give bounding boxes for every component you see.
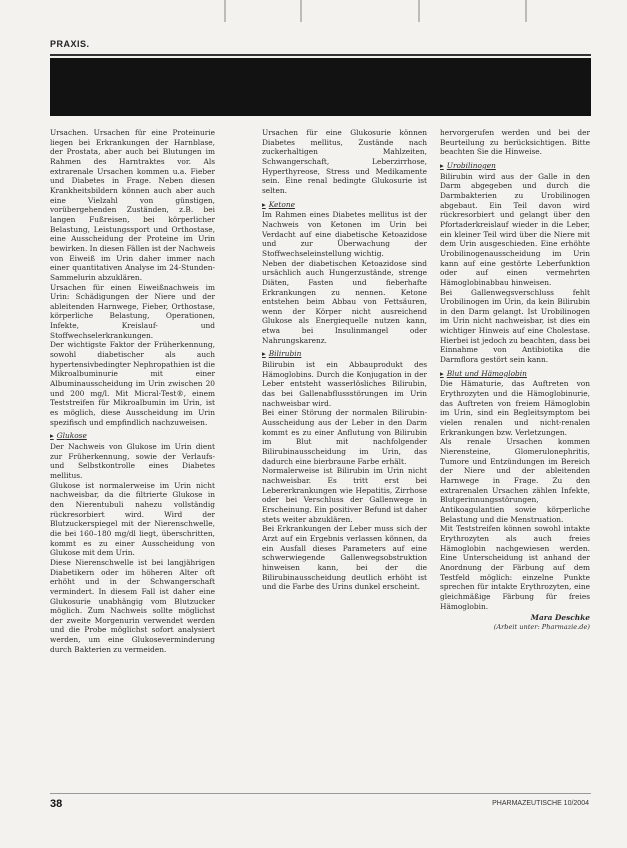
author-signature: Mara Deschke [530,613,590,623]
header-band [50,58,591,116]
scan-mark [300,0,302,22]
subheading [50,431,215,441]
bullet-arrow-icon: ▸ [50,431,54,441]
subheading-text: Ketone [268,199,295,209]
paragraph: Glukose ist normalerweise im Urin nicht nachweisbar, da die filtrierte Glukose in den Nierentubuli nahezu vollständig rückresorbiert wird. Wird der Blutzuckerspiegel mit der Nierenschwelle, die bei 160–180 mg/dl liegt, überschritten, kommt es zu einer Ausscheidung von Glukose mit dem Urin. [50,480,215,558]
paragraph: Diese Nierenschwelle ist bei langjährigen Diabetikern oder im höheren Alter oft erhöht und in der Schwangerschaft vermindert. In diesem Fall ist daher eine Glukosurie unabhängig vom Blutzucker möglich. Zum Nachweis sollte möglichst der zweite Morgenurin verwendet werden und die Probe möglichst sofort analysiert werden, um eine Glukoseverminderung durch Bakterien zu vermeiden. [50,557,215,654]
scan-mark [418,0,420,22]
subheading [262,349,427,359]
text-column-middle [262,128,427,776]
bullet-arrow-icon: ▸ [262,349,266,359]
paragraph: Bei Gallenwegsverschluss fehlt Urobilinogen im Urin, da kein Bilirubin in den Darm gelangt. Ist Urobilinogen im Urin nicht nachweisbar, ist dies ein wichtiger Hinweis auf eine Cholestase. Hierbei ist jedoch zu beachten, dass bei Einnahme von Antibiotika die Darmflora gestört sein kann. [440,287,590,365]
magazine-footer: PHARMAZEUTISCHE 10/2004 [492,800,589,807]
paragraph: Mit Teststreifen können sowohl intakte Erythrozyten als auch freies Hämoglobin nachgewiesen werden. Eine Unterscheidung ist anhand der Anordnung der Färbung auf dem Testfeld möglich: einzelne Punkte sprechen für intakte Erythrozyten, eine gleichmäßige Färbung für freies Hämoglobin. [440,524,590,611]
subheading-text: Glukose [56,431,87,441]
paragraph: Bilirubin ist ein Abbauprodukt des Hämoglobins. Durch die Konjugation in der Leber entsteht wasserlösliches Bilirubin, das bei Gallenabflussstörungen im Urin nachweisbar wird. [262,360,427,408]
paragraph: Im Rahmen eines Diabetes mellitus ist der Nachweis von Ketonen im Urin bei Verdacht auf eine diabetische Ketoazidose und zur Überwachung der Stoffwechseleinstellung wichtig. [262,210,427,258]
bullet-arrow-icon: ▸ [440,368,444,378]
paragraph: hervorgerufen werden und bei der Beurteilung zu berücksichtigen. Bitte beachten Sie die Hinweise. [440,128,590,157]
paragraph: Ursachen für einen Eiweißnachweis im Urin: Schädigungen der Niere und der ableitenden Harnwege, Fieber, Orthostase, körperliche Belastung, Operationen, Infekte, Kreislauf- und Stoffwechselerkrankungen. [50,282,215,340]
page-number: 38 [50,798,63,810]
header-rule [50,54,591,56]
paragraph: Bei Erkrankungen der Leber muss sich der Arzt auf ein Ergebnis verlassen können, da ein Ausfall dieses Parameters auf eine schwerwiegende Gallenwegsobstruktion hinweisen kann, bei der die Bilirubinausscheidung deutlich erhöht ist und die Farbe des Urins dunkel erscheint. [262,524,427,592]
paragraph: Als renale Ursachen kommen Nierensteine, Glomerulonephritis, Tumore und Entzündungen im Bereich der Niere und der ableitenden Harnwege in Frage. Zu den extrarenalen Ursachen zählen Infekte, Blutgerinnungsstörungen, Antikoagulantien sowie körperliche Belastung und die Menstruation. [440,437,590,524]
bullet-arrow-icon: ▸ [440,160,444,170]
subheading [262,200,427,210]
footer-rule [50,793,591,794]
paragraph: Bei einer Störung der normalen Bilirubin-Ausscheidung aus der Leber in den Darm kommt es zu einer Anflutung von Bilirubin im Blut mit nachfolgender Bilirubinausscheidung im Urin, das dadurch eine bierbraune Farbe erhält. [262,408,427,466]
paragraph: Neben der diabetischen Ketoazidose sind ursächlich auch Hungerzustände, strenge Diäten, Fasten und fieberhafte Erkrankungen zu nennen. Ketone entstehen beim Abbau von Fettsäuren, wenn der Körper nicht ausreichend Glukose als Energiequelle nutzen kann, etwa bei Insulinmangel oder Nahrungskarenz. [262,258,427,345]
paragraph: Der wichtigste Faktor der Früherkennung, sowohl diabetischer als auch hypertensivbedingter Nephropathien ist die Mikroalbuminurie mit einer Albuminausscheidung im Urin zwischen 20 und 200 mg/l. Mit Micral-Test®, einem Teststreifen für Mikroalbumin im Urin, ist es möglich, diese Ausscheidung im Urin spezifisch und empfindlich nachzuweisen. [50,340,215,427]
paragraph: Der Nachweis von Glukose im Urin dient zur Früherkennung, sowie der Verlaufs- und Selbstkontrolle eines Diabetes mellitus. [50,442,215,480]
author-source: (Arbeit unter: Pharmazie.de) [493,622,590,631]
section-label: PRAXIS. [50,39,90,49]
paragraph: Die Hämaturie, das Auftreten von Erythrozyten und die Hämoglobinurie, das Auftreten von freiem Hämoglobin im Urin, sind ein Begleitsymptom bei vielen renalen und nicht-renalen Erkrankungen bzw. Verletzungen. [440,379,590,437]
paragraph: Ursachen für eine Glukosurie können Diabetes mellitus, Zustände nach zuckerhaltigen Mahlzeiten, Schwangerschaft, Leberzirrhose, Hyperthyreose, Stress und Medikamente sein. Eine renal bedingte Glukosurie ist selten. [262,128,427,195]
paragraph: Ursachen. Ursachen für eine Proteinurie liegen bei Erkrankungen der Harnblase, der Prostata, aber auch bei Blutungen im Rahmen des Harntraktes vor. Als extrarenale Ursachen kommen u.a. Fieber und Diabetes in Frage. Neben diesen Krankheitsbildern können auch aber auch eine Vielzahl von günstigen, vorübergehenden Zuständen, z.B. bei langen Fußreisen, bei körperlicher Belastung, Leistungssport und Orthostase, eine Ausscheidung der Proteine im Urin bewirken. In diesen Fällen ist der Nachweis von Eiweiß im Urin daher immer nach einer quantitativen Analyse im 24-Stunden-Sammelurin abzuklären. [50,128,215,282]
subheading [440,161,590,171]
subheading-text: Urobilinogen [446,160,496,170]
scan-mark [525,0,527,22]
scan-mark [224,0,226,22]
text-column-left [50,128,215,776]
subheading-text: Bilirubin [268,349,302,359]
subheading-text: Blut und Hämoglobin [446,368,527,378]
subheading [440,369,590,379]
paragraph: Bilirubin wird aus der Galle in den Darm abgegeben und durch die Darmbakterien zu Urobilinogen abgebaut. Ein Teil davon wird rückresorbiert und gelangt über den Pfortaderkreislauf wieder in die Leber, ein kleiner Teil wird über die Niere mit dem Urin ausgeschieden. Eine erhöhte Urobilinogenausscheidung im Urin kann auf eine gestörte Leberfunktion oder auf einen vermehrten Hämoglobinabbau hinweisen. [440,171,590,287]
paragraph: Normalerweise ist Bilirubin im Urin nicht nachweisbar. Es tritt erst bei Lebererkrankungen wie Hepatitis, Zirrhose oder bei Verschluss der Gallenwege in Erscheinung. Ein positiver Befund ist daher stets weiter abzuklären. [262,466,427,524]
text-column-right [440,128,590,776]
bullet-arrow-icon: ▸ [262,199,266,209]
